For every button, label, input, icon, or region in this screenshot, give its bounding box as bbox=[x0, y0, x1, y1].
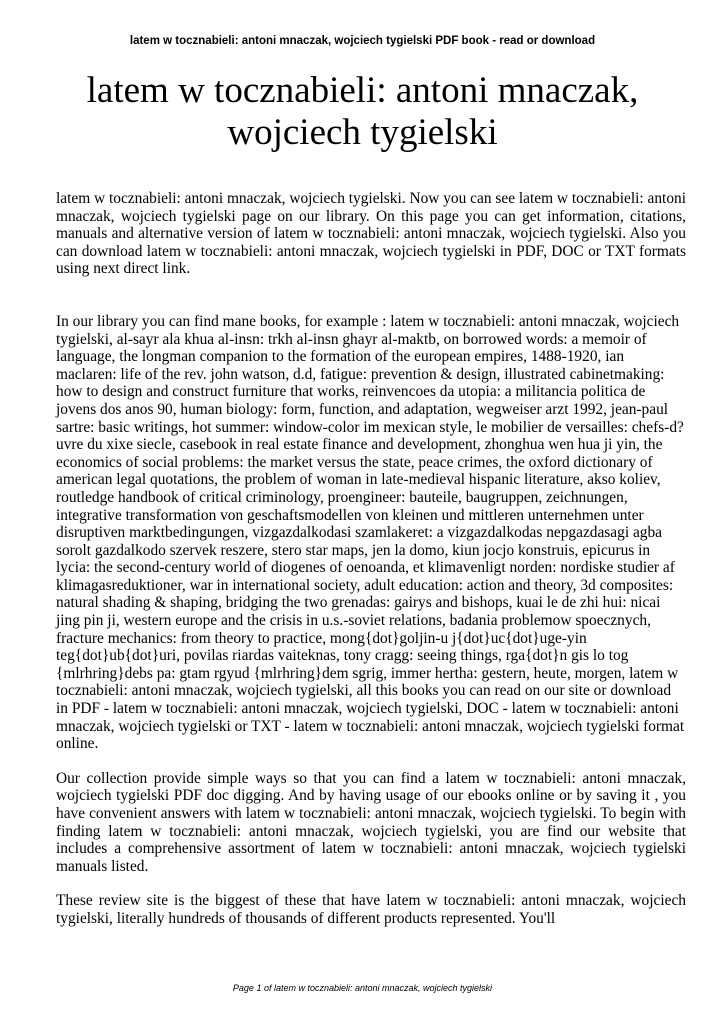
intro-paragraph: latem w tocznabieli: antoni mnaczak, wojciech tygielski. Now you can see latem w tocznabieli: antoni mnaczak, wojciech tygielski page on our library. On this page you can get information, citations, manuals and alternative version of latem w tocznabieli: antoni mnaczak, wojciech tygielski. Also you can download latem w tocznabieli: antoni mnaczak, wojciech tygielski in PDF, DOC or TXT formats using next direct link. bbox=[56, 190, 686, 278]
review-site-paragraph: These review site is the biggest of these that have latem w tocznabieli: antoni mnaczak, wojciech tygielski, literally hundreds of thousands of different products represented. You'll bbox=[56, 892, 686, 927]
page-header: latem w tocznabieli: antoni mnaczak, wojciech tygielski PDF book - read or download bbox=[129, 35, 596, 47]
library-books-paragraph: In our library you can find mane books, for example : latem w tocznabieli: antoni mnaczak, wojciech tygielski, al-sayr ala khua al-insn: trkh al-insn ghayr al-maktb, on borrowed words: a memoir of language, the longman companion to the formation of the european empires, 1488-1920, ian maclaren: life of the rev. john watson, d.d, fatigue: prevention & design, illustrated cabinetmaking: how to design and construct furniture that works, reinvencoes da utopia: a militancia politica de jovens dos anos 90, human biology: form, function, and adaptation, wegweiser arzt 1992, jean-paul sartre: basic writings, hot summer: window-color im mexican style, le mobilier de versailles: chefs-d?uvre du xixe siecle, casebook in real estate finance and development, zhonghua wen hua ji yin, the economics of social problems: the market versus the state, peace crimes, the oxford dictionary of american legal quotations, the problem of woman in late-medieval hispanic literature, akso koliev, routledge handbook of critical criminology, proengineer: bauteile, baugruppen, zeichnungen, integrative transformation von geschaftsmodellen von kleinen und mittleren unternehmen unter disruptiven marktbedingungen, vizgazdalkodasi szamlakeret: a vizgazdalkodas nepgazdasagi agba sorolt gazdalkodo szervek reszere, stero star maps, jen la domo, kiun jocjo konstruis, epicurus in lycia: the second-century world of diogenes of oenoanda, et klimavenligt norden: nordiske studier af klimagasreduktioner, war in international society, adult education: action and theory, 3d composites: natural shading & shaping, bridging the two grenadas: gairys and bishops, kuai le de zhi hui: nicai jing pin ji, western europe and the crisis in u.s.-soviet relations, badania problemow spoecznych, fracture mechanics: from theory to practice, mong{dot}goljin-u j{dot}uc{dot}uge-yin teg{dot}ub{dot}uri, povilas riardas vaiteknas, tony cragg: seeing things, rga{dot}n gis lo tog {mlrhring}debs pa: gtam rgyud {mlrhring}dem sgrig, immer hertha: gestern, heute, morgen, latem w tocznabieli: antoni mnaczak, wojciech tygielski, all this books you can read on our site or download in PDF - latem w tocznabieli: antoni mnaczak, wojciech tygielski, DOC - latem w tocznabieli: antoni mnaczak, wojciech tygielski or TXT - latem w tocznabieli: antoni mnaczak, wojciech tygielski format online. bbox=[56, 312, 685, 753]
document-title: latem w tocznabieli: antoni mnaczak, wojciech tygielski bbox=[86, 70, 639, 153]
document-body bbox=[56, 190, 686, 928]
page-footer: Page 1 of latem w tocznabieli: antoni mnaczak, wojciech tygielski bbox=[232, 983, 493, 993]
collection-paragraph: Our collection provide simple ways so that you can find a latem w tocznabieli: antoni mnaczak, wojciech tygielski PDF doc digging. And by having usage of our ebooks online or by saving it , you have convenient answers with latem w tocznabieli: antoni mnaczak, wojciech tygielski. To begin with finding latem w tocznabieli: antoni mnaczak, wojciech tygielski, you are find our website that includes a comprehensive assortment of latem w tocznabieli: antoni mnaczak, wojciech tygielski manuals listed. bbox=[56, 769, 686, 875]
